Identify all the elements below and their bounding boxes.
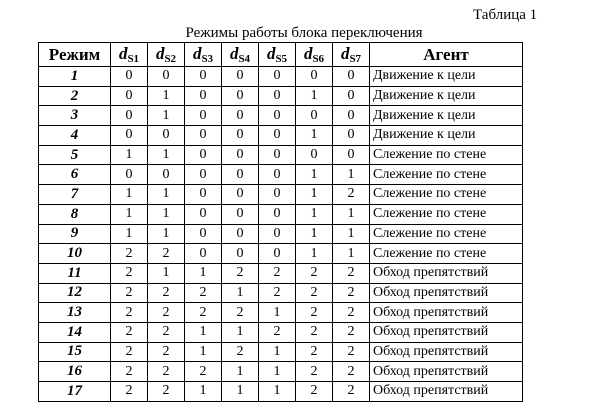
cell-d-s2: 0 xyxy=(148,165,185,185)
cell-agent: Слежение по стене xyxy=(370,185,523,205)
cell-d-s3: 0 xyxy=(185,126,222,146)
cell-d-s2: 2 xyxy=(148,362,185,382)
header-agent: Агент xyxy=(370,43,523,67)
cell-agent: Обход препятствий xyxy=(370,342,523,362)
table-row xyxy=(39,224,523,244)
cell-d-s6: 1 xyxy=(296,204,333,224)
cell-d-s7: 2 xyxy=(333,303,370,323)
cell-d-s5: 1 xyxy=(259,303,296,323)
cell-d-s2: 2 xyxy=(148,283,185,303)
cell-d-s3: 0 xyxy=(185,86,222,106)
cell-d-s1: 2 xyxy=(111,263,148,283)
cell-d-s4: 0 xyxy=(222,204,259,224)
modes-table xyxy=(38,42,523,402)
cell-d-s7: 0 xyxy=(333,67,370,87)
cell-d-s2: 1 xyxy=(148,204,185,224)
cell-d-s2: 0 xyxy=(148,67,185,87)
table-row xyxy=(39,106,523,126)
cell-d-s7: 0 xyxy=(333,106,370,126)
table-row xyxy=(39,86,523,106)
cell-d-s7: 1 xyxy=(333,224,370,244)
cell-mode: 13 xyxy=(39,303,111,323)
cell-d-s4: 2 xyxy=(222,263,259,283)
cell-d-s6: 1 xyxy=(296,126,333,146)
header-d-s1: $d_{S1}$ xyxy=(111,43,148,67)
cell-d-s5: 0 xyxy=(259,145,296,165)
cell-d-s7: 0 xyxy=(333,145,370,165)
cell-mode: 14 xyxy=(39,322,111,342)
cell-agent: Слежение по стене xyxy=(370,244,523,264)
cell-mode: 10 xyxy=(39,244,111,264)
cell-d-s1: 2 xyxy=(111,303,148,323)
cell-d-s1: 1 xyxy=(111,145,148,165)
cell-d-s1: 2 xyxy=(111,342,148,362)
cell-d-s4: 1 xyxy=(222,322,259,342)
header-d-s7: $d_{S7}$ xyxy=(333,43,370,67)
table-caption: Режимы работы блока переключения xyxy=(185,25,423,41)
cell-mode: 16 xyxy=(39,362,111,382)
cell-d-s6: 2 xyxy=(296,283,333,303)
cell-d-s2: 1 xyxy=(148,263,185,283)
cell-d-s7: 2 xyxy=(333,362,370,382)
cell-d-s6: 0 xyxy=(296,106,333,126)
cell-d-s6: 1 xyxy=(296,185,333,205)
cell-d-s3: 0 xyxy=(185,67,222,87)
cell-d-s4: 2 xyxy=(222,342,259,362)
table-row xyxy=(39,322,523,342)
cell-d-s4: 0 xyxy=(222,106,259,126)
table-row xyxy=(39,185,523,205)
cell-d-s6: 0 xyxy=(296,67,333,87)
cell-mode: 5 xyxy=(39,145,111,165)
cell-d-s6: 1 xyxy=(296,165,333,185)
table-label: Таблица 1 xyxy=(473,7,538,23)
cell-d-s4: 0 xyxy=(222,67,259,87)
cell-d-s4: 2 xyxy=(222,303,259,323)
cell-d-s1: 2 xyxy=(111,244,148,264)
table-row xyxy=(39,283,523,303)
cell-mode: 17 xyxy=(39,382,111,402)
cell-d-s2: 2 xyxy=(148,322,185,342)
cell-mode: 15 xyxy=(39,342,111,362)
cell-d-s4: 0 xyxy=(222,165,259,185)
cell-agent: Обход препятствий xyxy=(370,263,523,283)
cell-mode: 9 xyxy=(39,224,111,244)
cell-d-s3: 0 xyxy=(185,165,222,185)
table-row xyxy=(39,244,523,264)
cell-d-s3: 1 xyxy=(185,342,222,362)
cell-d-s5: 0 xyxy=(259,126,296,146)
cell-d-s1: 2 xyxy=(111,322,148,342)
cell-d-s5: 0 xyxy=(259,67,296,87)
table-row xyxy=(39,126,523,146)
cell-d-s3: 2 xyxy=(185,283,222,303)
cell-d-s4: 0 xyxy=(222,145,259,165)
header-d-s4: $d_{S4}$ xyxy=(222,43,259,67)
table-row xyxy=(39,67,523,87)
header-mode: Режим xyxy=(39,43,111,67)
cell-d-s1: 1 xyxy=(111,185,148,205)
cell-d-s6: 2 xyxy=(296,263,333,283)
cell-d-s2: 1 xyxy=(148,224,185,244)
cell-d-s3: 1 xyxy=(185,382,222,402)
cell-d-s5: 0 xyxy=(259,86,296,106)
cell-d-s2: 1 xyxy=(148,106,185,126)
cell-d-s5: 0 xyxy=(259,224,296,244)
cell-d-s7: 2 xyxy=(333,283,370,303)
cell-d-s1: 2 xyxy=(111,283,148,303)
cell-d-s7: 2 xyxy=(333,185,370,205)
cell-d-s2: 2 xyxy=(148,382,185,402)
cell-d-s4: 1 xyxy=(222,382,259,402)
cell-d-s5: 1 xyxy=(259,362,296,382)
cell-d-s3: 0 xyxy=(185,204,222,224)
cell-d-s5: 0 xyxy=(259,185,296,205)
cell-d-s1: 2 xyxy=(111,382,148,402)
table-row xyxy=(39,165,523,185)
cell-d-s3: 2 xyxy=(185,362,222,382)
table-row xyxy=(39,303,523,323)
header-d-s3: $d_{S3}$ xyxy=(185,43,222,67)
cell-d-s2: 1 xyxy=(148,86,185,106)
cell-d-s3: 2 xyxy=(185,303,222,323)
cell-agent: Движение к цели xyxy=(370,106,523,126)
cell-agent: Обход препятствий xyxy=(370,283,523,303)
cell-d-s2: 1 xyxy=(148,185,185,205)
table-row xyxy=(39,382,523,402)
cell-d-s1: 0 xyxy=(111,106,148,126)
cell-d-s3: 0 xyxy=(185,224,222,244)
cell-d-s7: 2 xyxy=(333,342,370,362)
cell-d-s1: 0 xyxy=(111,86,148,106)
cell-d-s2: 1 xyxy=(148,145,185,165)
cell-agent: Слежение по стене xyxy=(370,165,523,185)
cell-d-s4: 1 xyxy=(222,283,259,303)
cell-d-s6: 2 xyxy=(296,362,333,382)
cell-mode: 3 xyxy=(39,106,111,126)
cell-d-s5: 1 xyxy=(259,342,296,362)
cell-d-s7: 1 xyxy=(333,244,370,264)
cell-d-s2: 2 xyxy=(148,244,185,264)
cell-d-s3: 1 xyxy=(185,322,222,342)
cell-d-s2: 2 xyxy=(148,303,185,323)
cell-d-s1: 0 xyxy=(111,165,148,185)
table-row xyxy=(39,145,523,165)
cell-agent: Обход препятствий xyxy=(370,322,523,342)
cell-mode: 4 xyxy=(39,126,111,146)
cell-d-s6: 0 xyxy=(296,145,333,165)
header-d-s5: $d_{S5}$ xyxy=(259,43,296,67)
cell-d-s4: 0 xyxy=(222,86,259,106)
table-row xyxy=(39,204,523,224)
cell-d-s7: 1 xyxy=(333,204,370,224)
cell-agent: Слежение по стене xyxy=(370,204,523,224)
table-row xyxy=(39,362,523,382)
cell-d-s2: 0 xyxy=(148,126,185,146)
cell-mode: 12 xyxy=(39,283,111,303)
cell-d-s6: 2 xyxy=(296,342,333,362)
cell-d-s7: 1 xyxy=(333,165,370,185)
cell-d-s6: 2 xyxy=(296,382,333,402)
cell-mode: 1 xyxy=(39,67,111,87)
cell-d-s7: 2 xyxy=(333,382,370,402)
cell-d-s4: 1 xyxy=(222,362,259,382)
cell-d-s7: 0 xyxy=(333,86,370,106)
cell-mode: 8 xyxy=(39,204,111,224)
header-d-s6: $d_{S6}$ xyxy=(296,43,333,67)
table-body xyxy=(39,67,523,402)
cell-d-s1: 1 xyxy=(111,224,148,244)
cell-agent: Слежение по стене xyxy=(370,145,523,165)
cell-d-s4: 0 xyxy=(222,126,259,146)
cell-agent: Обход препятствий xyxy=(370,382,523,402)
cell-mode: 11 xyxy=(39,263,111,283)
cell-d-s5: 2 xyxy=(259,283,296,303)
cell-agent: Движение к цели xyxy=(370,86,523,106)
header-d-s2: $d_{S2}$ xyxy=(148,43,185,67)
cell-agent: Обход препятствий xyxy=(370,303,523,323)
cell-d-s3: 0 xyxy=(185,145,222,165)
cell-d-s5: 2 xyxy=(259,263,296,283)
table-row xyxy=(39,263,523,283)
cell-d-s4: 0 xyxy=(222,244,259,264)
cell-d-s4: 0 xyxy=(222,185,259,205)
cell-agent: Движение к цели xyxy=(370,126,523,146)
cell-d-s1: 2 xyxy=(111,362,148,382)
cell-mode: 2 xyxy=(39,86,111,106)
cell-agent: Обход препятствий xyxy=(370,362,523,382)
cell-d-s5: 0 xyxy=(259,106,296,126)
cell-d-s1: 0 xyxy=(111,67,148,87)
cell-d-s3: 1 xyxy=(185,263,222,283)
cell-d-s5: 2 xyxy=(259,322,296,342)
cell-mode: 6 xyxy=(39,165,111,185)
cell-d-s5: 0 xyxy=(259,244,296,264)
cell-d-s7: 2 xyxy=(333,322,370,342)
cell-d-s6: 2 xyxy=(296,322,333,342)
cell-d-s1: 0 xyxy=(111,126,148,146)
cell-d-s6: 1 xyxy=(296,244,333,264)
cell-d-s3: 0 xyxy=(185,106,222,126)
cell-d-s1: 1 xyxy=(111,204,148,224)
cell-d-s5: 0 xyxy=(259,165,296,185)
cell-d-s5: 0 xyxy=(259,204,296,224)
cell-d-s5: 1 xyxy=(259,382,296,402)
cell-d-s7: 0 xyxy=(333,126,370,146)
cell-d-s2: 2 xyxy=(148,342,185,362)
cell-d-s6: 2 xyxy=(296,303,333,323)
table-row xyxy=(39,342,523,362)
cell-d-s6: 1 xyxy=(296,86,333,106)
cell-d-s4: 0 xyxy=(222,224,259,244)
cell-mode: 7 xyxy=(39,185,111,205)
cell-agent: Движение к цели xyxy=(370,67,523,87)
header-row xyxy=(39,43,523,67)
cell-d-s6: 1 xyxy=(296,224,333,244)
cell-d-s3: 0 xyxy=(185,185,222,205)
cell-agent: Слежение по стене xyxy=(370,224,523,244)
cell-d-s7: 2 xyxy=(333,263,370,283)
cell-d-s3: 0 xyxy=(185,244,222,264)
